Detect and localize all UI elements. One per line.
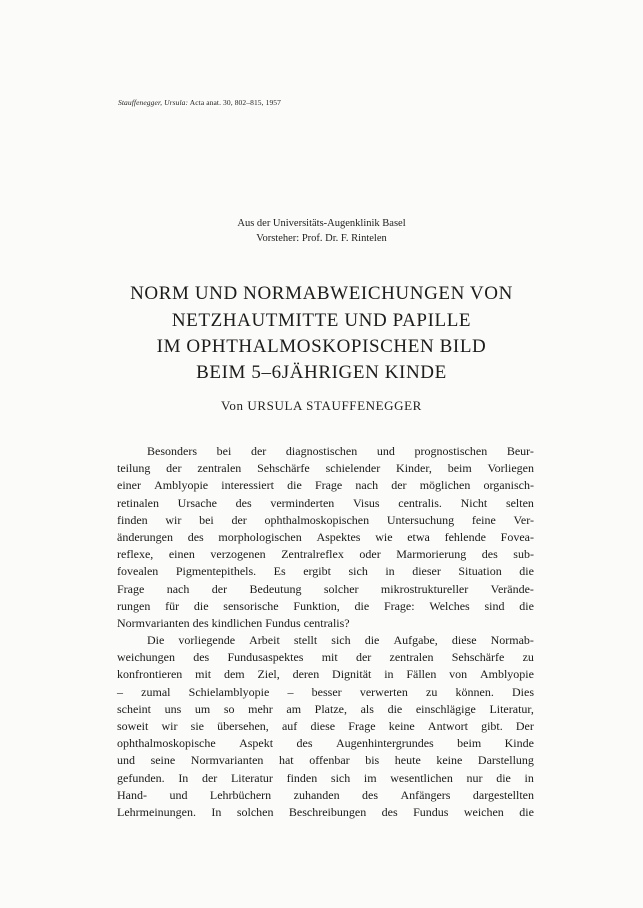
body-line: änderungen des morphologischen Aspektes wie etwa fehlende Fovea-	[117, 529, 534, 544]
body-line: teilung der zentralen Sehschärfe schielender Kinder, beim Vorliegen	[117, 461, 534, 476]
body-line: – zumal Schielamblyopie – besser verwerten zu können. Dies	[117, 684, 534, 699]
title-line-1: NORM UND NORMABWEICHUNGEN VON	[130, 283, 513, 304]
body-line: reflexe, einen verzogenen Zentralreflex oder Marmorierung des sub-	[117, 547, 534, 562]
body-line: fovealen Pigmentepithels. Es ergibt sich in dieser Situation die	[117, 564, 534, 579]
body-line: Hand- und Lehrbüchern zuhanden des Anfängers dargestellten	[117, 787, 534, 802]
body-line: rungen für die sensorische Funktion, die Frage: Welches sind die	[117, 598, 534, 613]
title-line-2: NETZHAUTMITTE UND PAPILLE	[171, 310, 472, 331]
body-line: weichungen des Fundusaspektes mit der zentralen Sehschärfe zu	[117, 650, 534, 665]
body-line: Normvarianten des kindlichen Fundus centralis?	[117, 615, 350, 630]
body-line: soweit wir sie übersehen, auf diese Frage keine Antwort gibt. Der	[117, 719, 534, 733]
body-line: Lehrmeinungen. In solchen Beschreibungen des Fundus weichen die	[117, 804, 534, 819]
body-line: und seine Normvarianten hat offenbar bis heute keine Darstellung	[117, 753, 534, 768]
body-line: gefunden. In der Literatur finden sich im wesentlichen nur die in	[117, 770, 534, 785]
body-text	[117, 443, 534, 821]
body-line: finden wir bei der ophthalmoskopischen Untersuchung feine Ver-	[117, 512, 534, 527]
title-line-3: IM OPHTHALMOSKOPISCHEN BILD	[156, 336, 487, 357]
institution-name: Aus der Universitäts-Augenklinik Basel	[237, 218, 406, 229]
body-line: Die vorliegende Arbeit stellt sich die Aufgabe, diese Normab-	[147, 633, 534, 648]
body-line: retinalen Ursache des verminderten Visus centralis. Nicht selten	[117, 495, 534, 510]
body-line: Frage nach der Bedeutung solcher mikrostruktureller Verände-	[117, 581, 534, 596]
citation-author: Stauffenegger, Ursula:	[118, 98, 189, 107]
body-line: scheint uns um so mehr am Platze, als die einschlägige Literatur,	[117, 701, 534, 716]
institution-director: Vorsteher: Prof. Dr. F. Rintelen	[256, 233, 387, 244]
title-line-4: BEIM 5–6JÄHRIGEN KINDE	[196, 362, 447, 383]
body-line: Besonders bei der diagnostischen und prognostischen Beur-	[147, 444, 534, 458]
byline: Von URSULA STAUFFENEGGER	[221, 398, 422, 413]
body-line: ophthalmoskopische Aspekt des Augenhintergrundes beim Kinde	[117, 736, 534, 751]
body-line: konfrontieren mit dem Ziel, deren Dignität in Fällen von Amblyopie	[117, 667, 534, 682]
citation	[118, 98, 281, 107]
citation-source: Acta anat. 30, 802–815, 1957	[189, 98, 282, 107]
body-line: einer Amblyopie interessiert die Frage nach der möglichen organisch-	[117, 478, 534, 493]
